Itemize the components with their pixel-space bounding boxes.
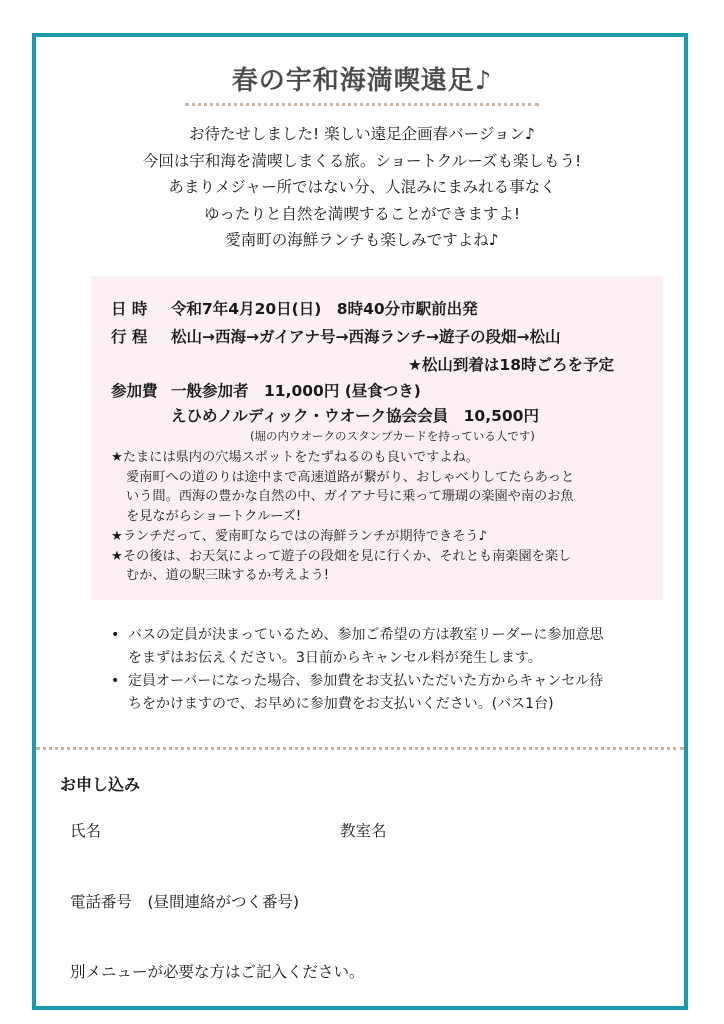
page-title: 春の宇和海満喫遠足♪ <box>231 66 493 96</box>
notice-line: バスの定員が決まっているため、参加ご希望の方は教室リーダーに参加意思 <box>128 627 604 643</box>
date-label: 日 時 <box>111 300 148 318</box>
fee-label: 参加費 <box>111 382 158 400</box>
application-heading: お申し込み <box>60 775 141 794</box>
arrival-note: ★松山到着は18時ごろを予定 <box>408 356 614 374</box>
note-line: むか、道の駅三昧するか考えよう! <box>126 568 330 584</box>
notice-line: をまずはお伝えください。3日前からキャンセル料が発生します。 <box>128 650 542 666</box>
route-row <box>111 325 561 347</box>
title-underline <box>185 103 539 106</box>
notice-item <box>106 670 646 716</box>
notice-line: 定員オーバーになった場合、参加費をお支払いただいた方からキャンセル待 <box>128 673 604 689</box>
notice-line: ちをかけますので、お早めに参加費をお支払いください。(バス1台) <box>128 696 554 712</box>
name-field-label: 氏名 <box>70 822 102 840</box>
route-label: 行 程 <box>111 328 148 346</box>
intro-line: 今回は宇和海を満喫しまくる旅。ショートクルーズも楽しもう! <box>142 151 582 170</box>
note-line: 愛南町への道のりは途中まで高速道路が繋がり、おしゃべりしてたらあっと <box>126 469 575 485</box>
note-line: ★ランチだって、愛南町ならではの海鮮ランチが期待できそう♪ <box>111 528 487 544</box>
notice-list <box>106 624 646 716</box>
note-line: を見ながらショートクルーズ! <box>126 509 302 525</box>
date-value: 令和7年4月20日(日) 8時40分市駅前出発 <box>171 300 478 318</box>
event-notes <box>111 448 631 586</box>
note-line: ★たまには県内の穴場スポットをたずねるのも良いですよね。 <box>111 450 479 465</box>
fee-general: 一般参加者 11,000円 (昼食つき) <box>171 382 421 400</box>
date-row <box>111 297 478 319</box>
fee-member: えひめノルディック・ウオーク協会会員 10,500円 <box>171 407 539 425</box>
section-divider <box>36 747 684 750</box>
intro-line: 愛南町の海鮮ランチも楽しみですよね♪ <box>225 231 499 249</box>
menu-field-label: 別メニューが必要な方はご記入ください。 <box>70 963 365 981</box>
note-line: ★その後は、お天気によって遊子の段畑を見に行くか、それとも南楽園を楽し <box>111 548 572 564</box>
note-line: いう間。西海の豊かな自然の中、ガイアナ号に乗って珊瑚の楽園や南のお魚 <box>126 489 574 505</box>
intro-line: あまりメジャー所ではない分、人混みにまみれる事なく <box>168 178 556 196</box>
notice-item <box>106 624 646 670</box>
fee-row <box>111 379 421 401</box>
intro-line: ゆったりと自然を満喫することができますよ! <box>203 204 521 223</box>
intro-line: お待たせしました! 楽しい遠足企画春バージョン♪ <box>189 125 535 143</box>
bullet-icon: • <box>111 673 120 689</box>
phone-field-label: 電話番号 (昼間連絡がつく番号) <box>70 893 300 911</box>
route-value: 松山→西海→ガイアナ号→西海ランチ→遊子の段畑→松山 <box>171 328 561 346</box>
class-field-label: 教室名 <box>340 822 387 840</box>
bullet-icon: • <box>111 627 120 643</box>
fee-member-note: (堀の内ウオークのスタンプカードを持っている人です) <box>250 429 535 443</box>
intro-text <box>0 121 724 254</box>
